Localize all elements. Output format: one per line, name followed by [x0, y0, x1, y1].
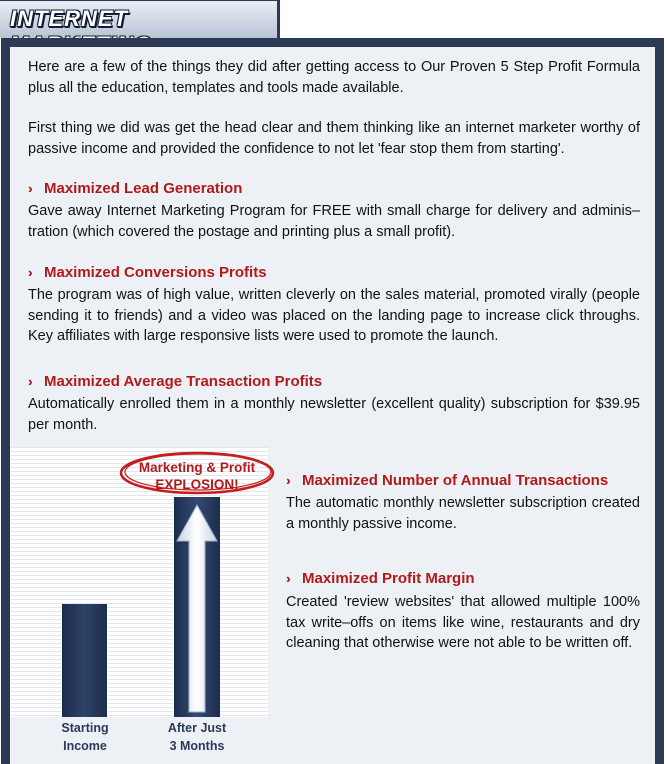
bar-label-line: Starting	[61, 721, 109, 735]
double-chevron-right-icon: ››	[286, 571, 287, 586]
bar-label-after-3-months	[147, 719, 247, 755]
section-heading-annual-transactions	[286, 472, 608, 489]
page-title: INTERNET	[10, 6, 128, 31]
bar-label-line: Income	[63, 739, 107, 753]
section-body-lead-generation: Gave away Internet Marketing Program for FREE with small charge for delivery and adminis–tration (which covered the postage and printing plus a small profit).	[28, 203, 640, 240]
header-tab	[0, 0, 280, 38]
content-panel	[10, 47, 655, 764]
starting-income-bar	[62, 604, 107, 717]
section-body-annual-transactions: The automatic monthly newsletter subscription created a monthly passive income.	[286, 495, 640, 532]
section-heading-average-transaction	[28, 373, 322, 390]
double-chevron-right-icon: ››	[28, 181, 29, 196]
up-arrow-icon	[174, 497, 220, 717]
bar-label-starting-income	[35, 719, 135, 755]
section-body-average-transaction: Automatically enrolled them in a monthly newsletter (excellent quality) subscription for $39.95 per month.	[28, 396, 640, 433]
section-heading-conversions	[28, 264, 267, 281]
callout-text	[127, 459, 267, 493]
section-title: Maximized Number of Annual Transactions	[302, 472, 609, 489]
double-chevron-right-icon: ››	[286, 473, 287, 488]
section-title: Maximized Profit Margin	[302, 570, 475, 587]
section-body-conversions: The program was of high value, written cleverly on the sales material, promoted virally (people sending it to friends) and a video was placed on the landing page to increase click throughs. Key affiliates with large responsive lists were used to promote the launch.	[28, 287, 640, 344]
intro-paragraph-2: First thing we did was get the head clear and them thinking like an internet marketer worthy of passive income and provided the confidence to not let 'fear stop them from starting'.	[28, 120, 640, 157]
section-heading-lead-generation	[28, 180, 242, 197]
double-chevron-right-icon: ››	[28, 374, 29, 389]
bar-label-line: After Just	[167, 721, 227, 735]
intro-paragraph-1: Here are a few of the things they did after getting access to Our Proven 5 Step Profit Formula plus all the education, templates and tools made available.	[28, 59, 640, 96]
section-title: Maximized Average Transaction Profits	[44, 373, 323, 390]
section-title: Maximized Conversions Profits	[44, 264, 267, 281]
section-title: Maximized Lead Generation	[44, 180, 243, 197]
section-body-profit-margin: Created 'review websites' that allowed multiple 100% tax write–offs on items like wine, restaurants and dry cleaning that otherwise were not able to be written off.	[286, 594, 640, 651]
callout-line-2: EXPLOSION!	[155, 477, 239, 492]
section-heading-profit-margin	[286, 570, 475, 587]
double-chevron-right-icon: ››	[28, 265, 29, 280]
bar-label-line: 3 Months	[169, 739, 225, 753]
callout-line-1: Marketing & Profit	[138, 460, 256, 475]
content-frame	[1, 38, 664, 764]
